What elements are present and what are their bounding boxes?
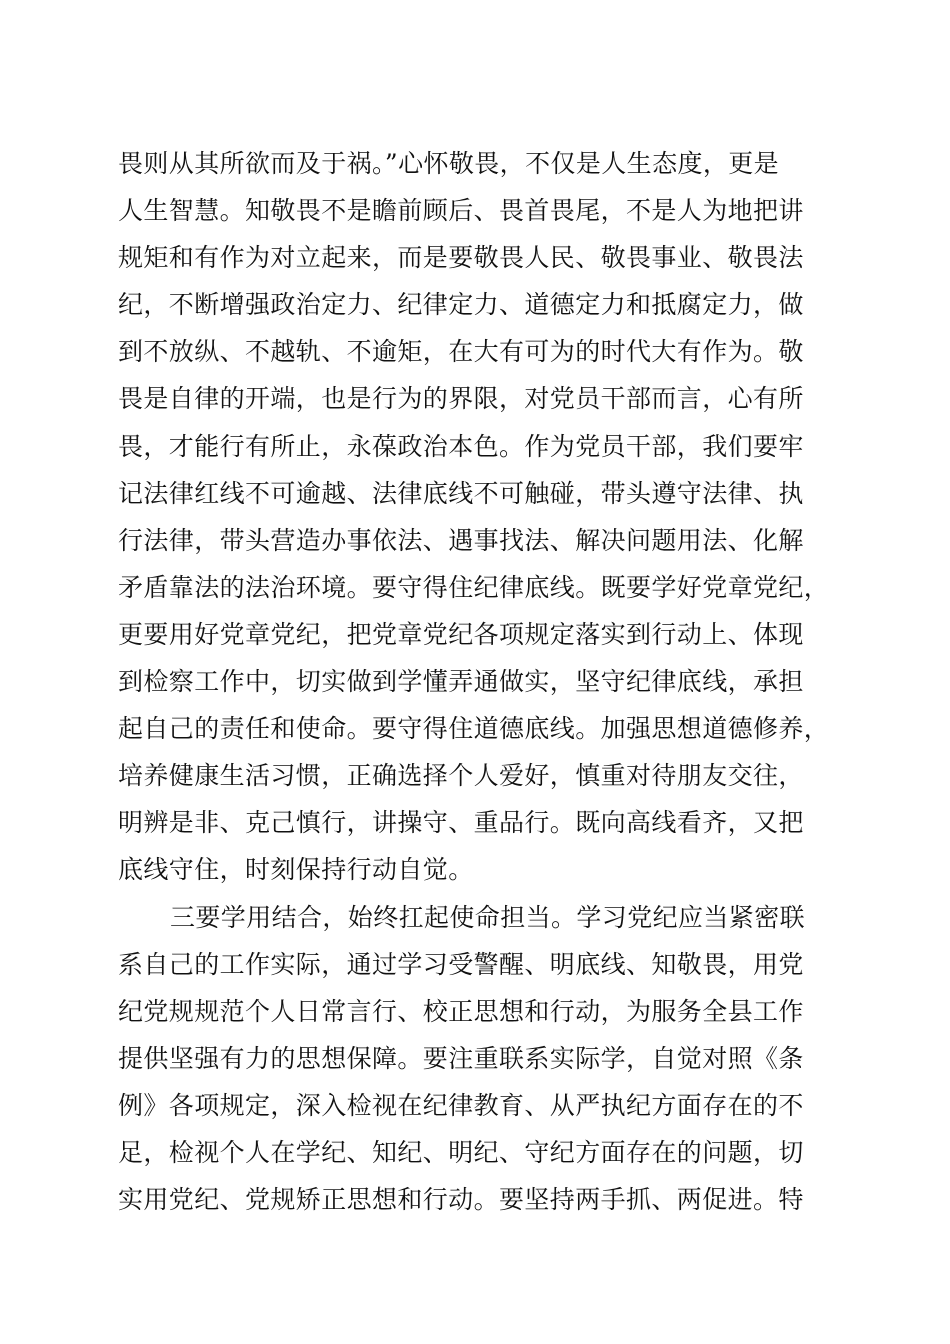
text-line: 到不放纵、不越轨、不逾矩，在大有可为的时代大有作为。敬 [118,337,804,367]
text-line: 人生智慧。知敬畏不是瞻前顾后、畏首畏尾，不是人为地把讲 [118,196,804,226]
text-line: 纪，不断增强政治定力、纪律定力、道德定力和抵腐定力，做 [118,290,804,320]
text-line: 记法律红线不可逾越、法律底线不可触碰，带头遵守法律、执 [118,478,804,508]
text-line: 实用党纪、党规矫正思想和行动。要坚持两手抓、两促进。特 [118,1185,804,1215]
text-line: 规矩和有作为对立起来，而是要敬畏人民、敬畏事业、敬畏法 [118,243,804,273]
text-line: 系自己的工作实际，通过学习受警醒、明底线、知敬畏，用党 [118,949,804,979]
paragraph-start-line: 三要学用结合，始终扛起使命担当。学习党纪应当紧密联 [170,902,806,932]
text-line: 底线守住，时刻保持行动自觉。 [118,855,474,885]
text-line: 更要用好党章党纪，把党章党纪各项规定落实到行动上、体现 [118,619,804,649]
text-line: 纪党规规范个人日常言行、校正思想和行动，为服务全县工作 [118,996,804,1026]
body-text [118,140,838,1223]
text-line: 提供坚强有力的思想保障。要注重联系实际学，自觉对照《条 [118,1043,804,1073]
text-line: 到检察工作中，切实做到学懂弄通做实，坚守纪律底线，承担 [118,667,804,697]
text-line: 明辨是非、克己慎行，讲操守、重品行。既向高线看齐，又把 [118,808,804,838]
text-line: 畏则从其所欲而及于祸。”心怀敬畏，不仅是人生态度，更是 [118,149,780,178]
text-line: 例》各项规定，深入检视在纪律教育、从严执纪方面存在的不 [118,1090,804,1120]
text-line: 畏，才能行有所止，永葆政治本色。作为党员干部，我们要牢 [118,431,804,461]
text-line: 起自己的责任和使命。要守得住道德底线。加强思想道德修养， [118,714,830,744]
text-line: 畏是自律的开端，也是行为的界限，对党员干部而言，心有所 [118,384,804,414]
text-line: 矛盾靠法的法治环境。要守得住纪律底线。既要学好党章党纪， [118,572,830,602]
text-line: 培养健康生活习惯，正确选择个人爱好，慎重对待朋友交往， [118,761,804,791]
text-line: 足，检视个人在学纪、知纪、明纪、守纪方面存在的问题，切 [118,1137,804,1167]
text-line: 行法律，带头营造办事依法、遇事找法、解决问题用法、化解 [118,525,804,555]
